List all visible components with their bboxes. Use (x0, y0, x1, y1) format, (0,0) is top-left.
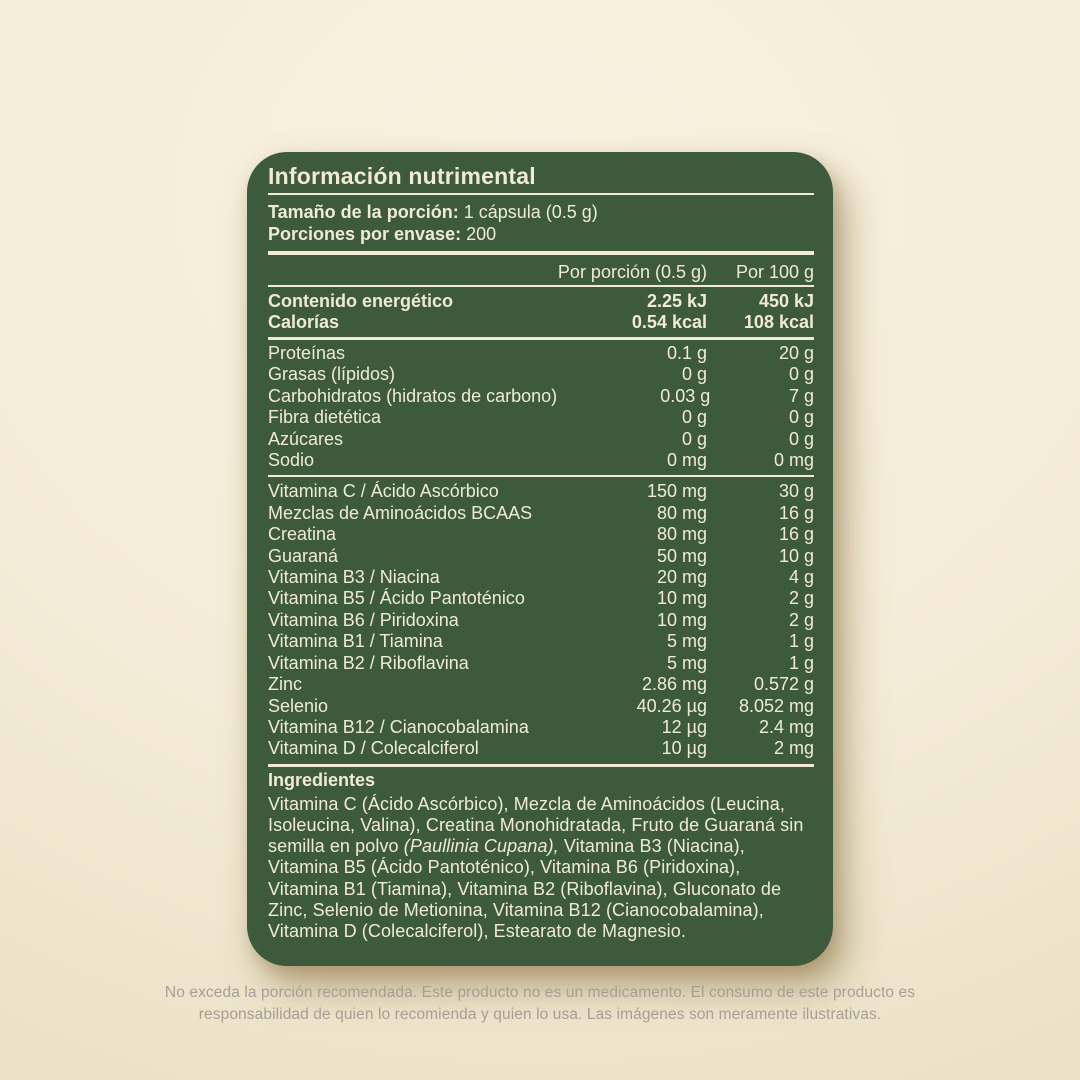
column-headers (268, 259, 814, 283)
table-row (268, 567, 814, 588)
row-label: Sodio (268, 450, 315, 471)
row-value-per-100g: 108 kcal (743, 311, 814, 332)
row-value-per-serving: 40.26 µg (636, 695, 707, 716)
row-value-per-100g: 2 mg (773, 738, 814, 759)
row-value-per-100g: 0.572 g (753, 674, 814, 695)
row-label: Vitamina C / Ácido Ascórbico (268, 481, 499, 502)
row-label: Vitamina B3 / Niacina (268, 567, 440, 588)
row-label: Carbohidratos (hidratos de carbono) (268, 385, 558, 406)
micronutrient-rows-section (268, 481, 814, 759)
row-value-per-serving: 0 g (681, 407, 707, 428)
row-label: Creatina (268, 524, 337, 545)
column-header-per-100g: Por 100 g (735, 262, 814, 282)
row-label: Contenido energético (268, 291, 454, 311)
divider (268, 475, 814, 477)
row-value-per-serving: 80 mg (656, 502, 707, 523)
energy-rows-section (268, 290, 814, 333)
panel-title: Información nutrimental (268, 163, 536, 189)
nutrition-facts-panel (247, 152, 833, 966)
macronutrient-rows-section (268, 343, 814, 471)
serving-size-value: 1 cápsula (0.5 g) (458, 202, 598, 222)
row-label: Selenio (268, 695, 329, 716)
row-value-per-100g: 0 mg (773, 450, 814, 471)
table-row (268, 429, 814, 450)
serving-size-line (268, 201, 814, 223)
row-label: Vitamina B12 / Cianocobalamina (268, 716, 529, 737)
table-row (268, 674, 814, 695)
row-value-per-100g: 30 g (778, 481, 814, 502)
row-value-per-100g: 10 g (778, 545, 814, 566)
table-row (268, 386, 814, 407)
table-row (268, 407, 814, 428)
row-label: Azúcares (268, 428, 344, 449)
table-row (268, 588, 814, 609)
serving-size-label: Tamaño de la porción: (268, 202, 459, 222)
ingredients-text (268, 794, 814, 942)
servings-per-container-line (268, 223, 814, 245)
row-value-per-serving: 5 mg (666, 652, 707, 673)
row-value-per-100g: 2 g (788, 609, 814, 630)
row-value-per-serving: 10 µg (661, 738, 707, 759)
row-value-per-100g: 0 g (788, 364, 814, 385)
table-row (268, 312, 814, 333)
row-label: Vitamina B5 / Ácido Pantoténico (268, 588, 525, 609)
row-value-per-serving: 150 mg (646, 481, 707, 502)
servings-value: 200 (461, 224, 497, 244)
row-value-per-serving: 0 g (681, 428, 707, 449)
table-row (268, 546, 814, 567)
table-row (268, 717, 814, 738)
table-row (268, 503, 814, 524)
table-row (268, 524, 814, 545)
table-row (268, 738, 814, 759)
row-label: Vitamina B2 / Riboflavina (268, 652, 469, 673)
row-value-per-serving: 20 mg (656, 567, 707, 588)
column-header-per-serving: Por porción (0.5 g) (557, 262, 707, 282)
row-label: Fibra dietética (268, 407, 382, 428)
row-value-per-100g: 2.4 mg (758, 716, 814, 737)
row-value-per-100g: 1 g (788, 652, 814, 673)
row-value-per-serving: 10 mg (656, 588, 707, 609)
divider (268, 764, 814, 767)
table-row (268, 696, 814, 717)
row-value-per-serving: 50 mg (656, 545, 707, 566)
row-label: Proteínas (268, 343, 346, 363)
table-row (268, 610, 814, 631)
table-row (268, 291, 814, 312)
row-value-per-serving: 0 mg (666, 450, 707, 471)
table-row (268, 481, 814, 502)
row-value-per-100g: 4 g (788, 567, 814, 588)
row-value-per-100g: 450 kJ (758, 291, 814, 311)
ingredients-latin-name: (Paullinia Cupana), (403, 836, 559, 857)
row-label: Vitamina D / Colecalciferol (268, 738, 479, 759)
row-label: Zinc (268, 674, 303, 695)
row-value-per-serving: 2.86 mg (641, 674, 707, 695)
row-value-per-100g: 16 g (778, 524, 814, 545)
ingredients-text-part2: Vitamina B3 (Niacina), Vitamina B5 (Ácido Pantoténico), Vitamina B6 (Piridoxina), Vitamina B1 (Tiamina), Vitamina B2 (Riboflavina), Gluconato de Zinc, Selenio de Metionina, Vitamina B12 (Cianocobalamina), Vitamina D (Colecalciferol), Estearato de Magnesio. (268, 836, 782, 941)
row-value-per-100g: 20 g (778, 343, 814, 363)
row-label: Vitamina B1 / Tiamina (268, 631, 443, 652)
row-value-per-serving: 0.03 g (660, 385, 711, 406)
row-value-per-100g: 0 g (788, 428, 814, 449)
table-row (268, 631, 814, 652)
row-value-per-100g: 2 g (788, 588, 814, 609)
row-value-per-serving: 0 g (681, 364, 707, 385)
table-row (268, 364, 814, 385)
ingredients-text-part1: Vitamina C (Ácido Ascórbico), Mezcla de Aminoácidos (Leucina, Isoleucina, Valina), Creatina Monohidratada, Fruto de Guaraná sin semilla en polvo (268, 793, 804, 857)
row-value-per-100g: 16 g (778, 502, 814, 523)
row-label: Vitamina B6 / Piridoxina (268, 609, 459, 630)
row-label: Mezclas de Aminoácidos BCAAS (268, 502, 533, 523)
row-value-per-serving: 10 mg (656, 609, 707, 630)
table-row (268, 450, 814, 471)
row-value-per-100g: 0 g (788, 407, 814, 428)
table-row (268, 343, 814, 364)
row-value-per-100g: 1 g (788, 631, 814, 652)
legal-disclaimer: No exceda la porción recomendada. Este producto no es un medicamento. El consumo de este producto es responsabilidad de quien lo recomienda y quien lo usa. Las imágenes son meramente ilustrativas. (164, 984, 916, 1023)
row-label: Calorías (268, 311, 340, 332)
table-row (268, 653, 814, 674)
row-value-per-serving: 80 mg (656, 524, 707, 545)
row-label: Grasas (lípidos) (268, 364, 396, 385)
servings-label: Porciones por envase: (268, 224, 462, 244)
row-label: Guaraná (268, 545, 339, 566)
row-value-per-serving: 12 µg (661, 716, 707, 737)
row-value-per-serving: 0.1 g (666, 343, 707, 363)
divider (268, 285, 814, 287)
row-value-per-100g: 7 g (788, 385, 814, 406)
row-value-per-100g: 8.052 mg (738, 695, 814, 716)
divider (268, 193, 814, 195)
ingredients-title: Ingredientes (268, 769, 376, 790)
divider (268, 337, 814, 340)
row-value-per-serving: 5 mg (666, 631, 707, 652)
divider-thick (268, 251, 814, 255)
row-value-per-serving: 2.25 kJ (646, 291, 707, 311)
row-value-per-serving: 0.54 kcal (631, 311, 707, 332)
